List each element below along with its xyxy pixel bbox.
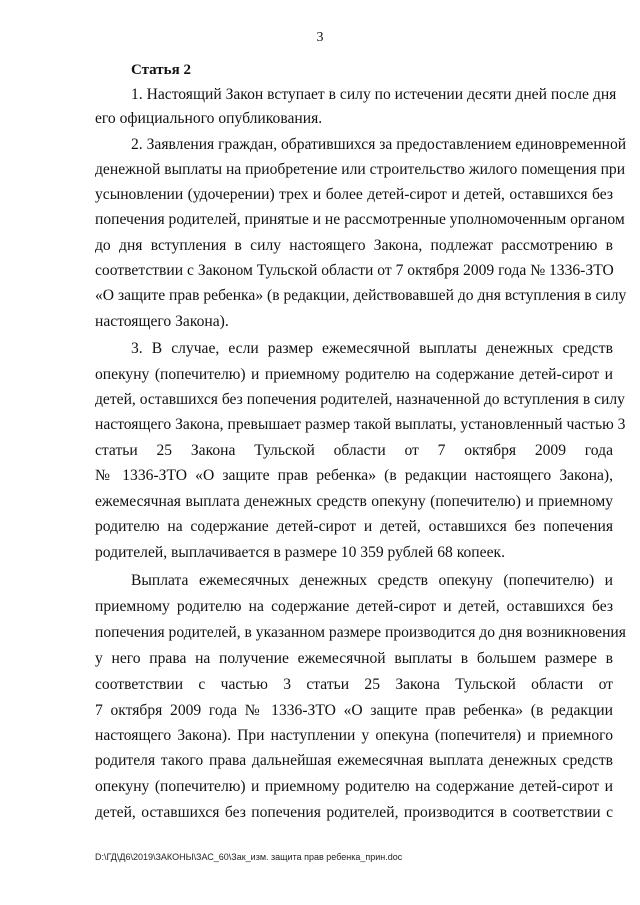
page-number: 3 — [316, 30, 324, 45]
text-line: у него права на получение ежемесячной выплаты в большем размере в — [95, 650, 613, 667]
text-line: Выплата ежемесячных денежных средств опекуну (попечителю) и — [131, 572, 613, 589]
text-line: настоящего Закона). — [95, 313, 229, 330]
text-line: родителей, выплачивается в размере 10 359 рублей 68 копеек. — [95, 544, 505, 561]
text-line: попечения родителей, принятые и не рассмотренные уполномоченным органом — [95, 211, 625, 228]
text-line: настоящего Закона, превышает размер такой выплаты, установленный частью 3 — [95, 416, 626, 433]
text-line: статьи 25 Закона Тульской области от 7 октября 2009 года — [95, 442, 613, 459]
text-line: настоящего Закона). При наступлении у опекуна (попечителя) и приемного — [95, 727, 613, 744]
text-line: опекуну (попечителю) и приемному родителю на содержание детей-сирот и — [95, 778, 613, 795]
text-line: 3. В случае, если размер ежемесячной выплаты денежных средств — [131, 340, 613, 357]
text-line: родителю на содержание детей-сирот и детей, оставшихся без попечения — [95, 518, 613, 535]
text-line: 1. Настоящий Закон вступает в силу по истечении десяти дней после дня — [131, 86, 617, 103]
text-line: «О защите прав ребенка» (в редакции, действовавшей до дня вступления в силу — [95, 287, 627, 304]
text-line: 7 октября 2009 года № 1336-ЗТО «О защите прав ребенка» (в редакции — [95, 702, 613, 719]
text-line: детей, оставшихся без попечения родителей, производится в соответствии с — [95, 804, 613, 821]
text-line: № 1336-ЗТО «О защите прав ребенка» (в редакции настоящего Закона), — [95, 467, 613, 484]
text-line: усыновлении (удочерении) трех и более детей-сирот и детей, оставшихся без — [95, 186, 613, 203]
text-line: родителя такого права дальнейшая ежемесячная выплата денежных средств — [95, 752, 613, 769]
text-line: приемному родителю на содержание детей-сирот и детей, оставшихся без — [95, 598, 613, 615]
text-line: до дня вступления в силу настоящего Закона, подлежат рассмотрению в — [95, 237, 613, 254]
text-line: опекуну (попечителю) и приемному родителю на содержание детей-сирот и — [95, 366, 613, 383]
text-line: соответствии с Законом Тульской области от 7 октября 2009 года № 1336-ЗТО — [95, 262, 614, 279]
text-line: ежемесячная выплата денежных средств опекуну (попечителю) и приемному — [95, 493, 613, 510]
article-heading: Статья 2 — [131, 62, 191, 78]
text-line: попечения родителей, в указанном размере производится до дня возникновения — [95, 624, 626, 641]
text-line: денежной выплаты на приобретение или строительство жилого помещения при — [95, 161, 626, 178]
text-line: его официального опубликования. — [95, 110, 323, 127]
text-line: детей, оставшихся без попечения родителей, назначенной до вступления в силу — [95, 391, 625, 408]
file-path-footer: D:\ГД\Д6\2019\ЗАКОНЫ\ЗАС_60\Зак_изм. защита прав ребенка_прин.doc — [95, 852, 403, 862]
text-line: соответствии с частью 3 статьи 25 Закона Тульской области от — [95, 676, 613, 693]
text-line: 2. Заявления граждан, обратившихся за предоставлением единовременной — [131, 136, 627, 153]
